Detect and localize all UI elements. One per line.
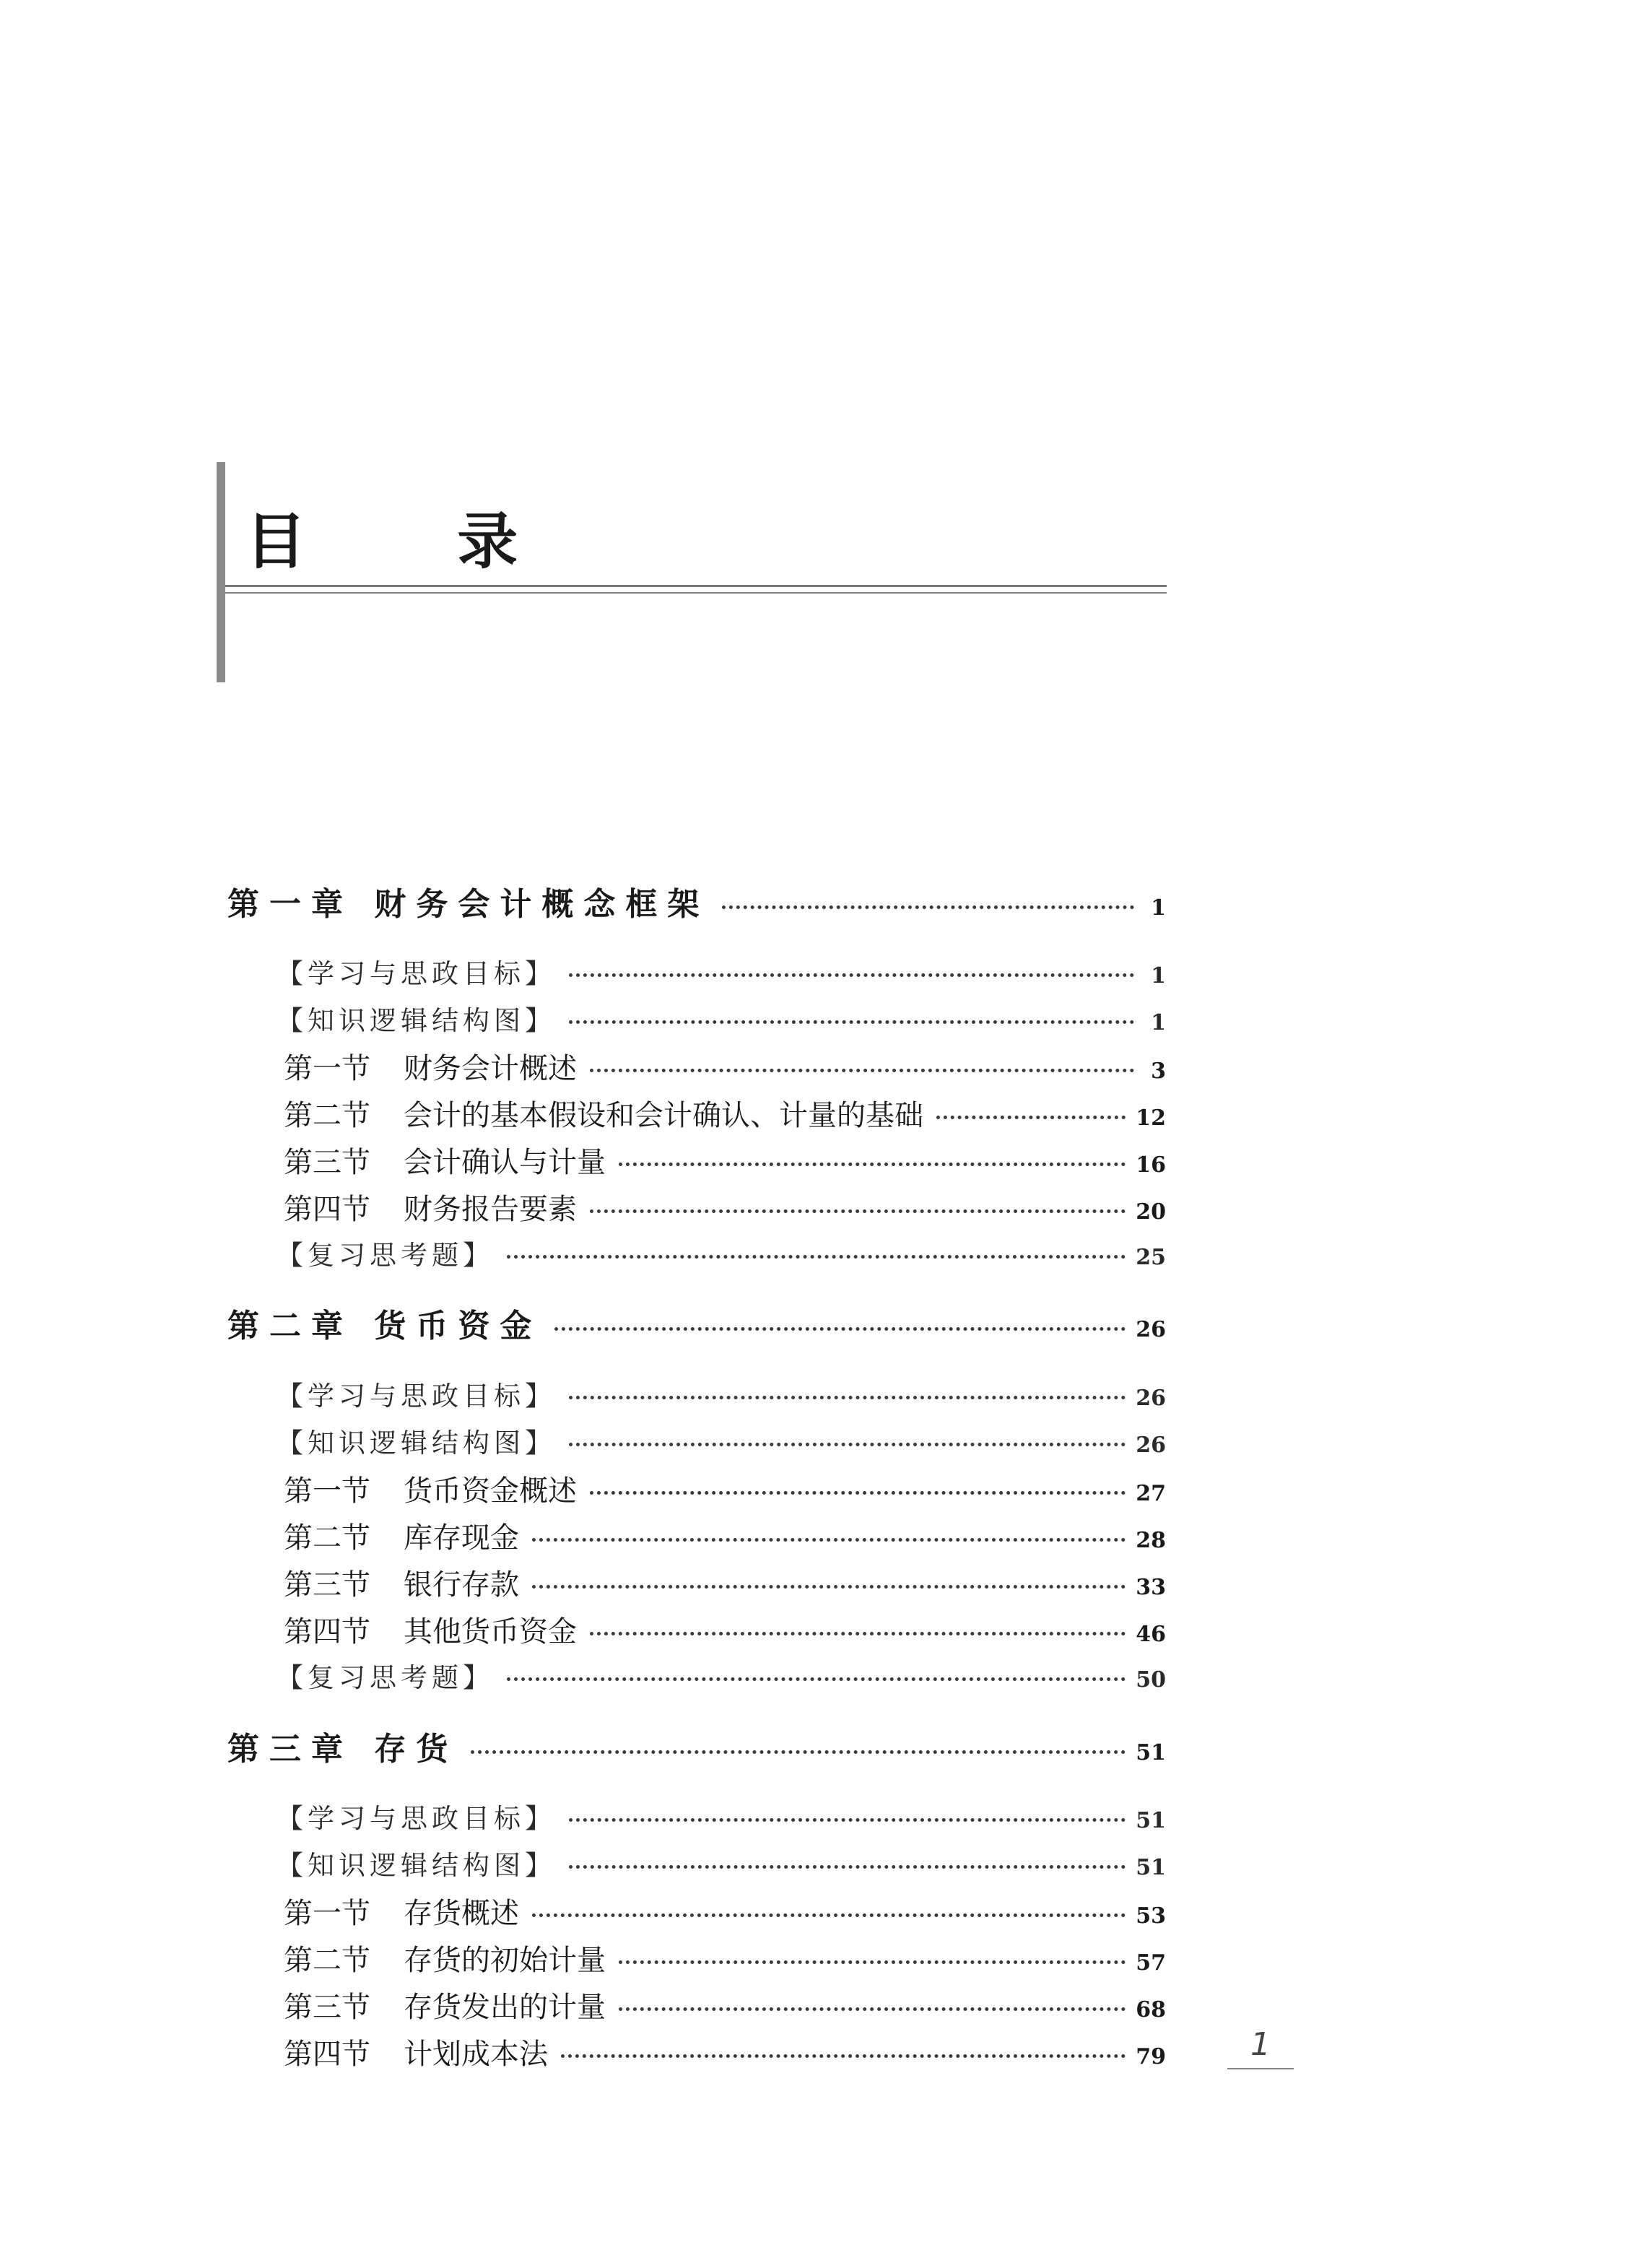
toc-section-1-2[interactable]: [284, 1092, 1166, 1134]
dot-leader: [619, 1960, 1126, 1964]
toc-section-title: 财务会计概述: [404, 1052, 577, 1085]
toc-section-1-1[interactable]: [284, 1046, 1166, 1087]
dot-leader: [507, 1677, 1126, 1681]
toc-page-number: 33: [1136, 1575, 1166, 1600]
toc-section-title: 库存现金: [404, 1521, 519, 1555]
dot-leader: [569, 1020, 1134, 1024]
toc-section-title: 财务报告要素: [404, 1193, 577, 1226]
toc-item-label: 【复习思考题】: [277, 1662, 494, 1693]
dot-leader: [471, 1750, 1126, 1754]
toc-section-3-2[interactable]: [284, 1937, 1166, 1978]
toc-section-number: 第二节: [284, 1099, 370, 1132]
toc-item-ch1-objectives[interactable]: [277, 952, 1166, 991]
toc-page-number: 79: [1136, 2044, 1166, 2069]
dot-leader: [619, 2007, 1126, 2011]
toc-page-number: 12: [1136, 1105, 1166, 1131]
toc-section-title: 存货发出的计量: [404, 1991, 606, 2024]
toc-page-number: 68: [1136, 1997, 1166, 2022]
toc-item-label: 【知识逻辑结构图】: [277, 1005, 556, 1036]
dot-leader: [507, 1255, 1126, 1259]
toc-item-label: 【学习与思政目标】: [277, 1381, 556, 1412]
toc-section-number: 第二节: [284, 1521, 370, 1555]
toc-page-number: 51: [1136, 1855, 1166, 1880]
toc-item-label: 【学习与思政目标】: [277, 958, 556, 989]
toc-section-title: 会计确认与计量: [404, 1146, 606, 1179]
dot-leader: [554, 1327, 1126, 1331]
toc-page-number: 27: [1136, 1481, 1166, 1506]
dot-leader: [569, 1396, 1126, 1399]
toc-item-ch1-structure-map[interactable]: [277, 999, 1166, 1038]
toc-section-2-2[interactable]: [284, 1515, 1166, 1556]
dot-leader: [561, 2054, 1126, 2058]
toc-page-number: 1: [1151, 895, 1166, 921]
toc-chapter-label: 第三章 存货: [227, 1731, 458, 1768]
toc-item-label: 【知识逻辑结构图】: [277, 1428, 556, 1459]
toc-section-title: 存货概述: [404, 1897, 519, 1930]
toc-page-number: 26: [1136, 1317, 1166, 1342]
toc-chapter-2[interactable]: [227, 1300, 1166, 1346]
toc-page-number: 50: [1136, 1667, 1166, 1693]
toc-page-number: 46: [1136, 1622, 1166, 1647]
toc-page-number: 53: [1136, 1903, 1166, 1929]
toc-page-number: 28: [1136, 1528, 1166, 1553]
toc-page-number: 3: [1151, 1059, 1166, 1084]
page-number-rule: [1227, 2068, 1294, 2069]
toc-section-number: 第三节: [284, 1146, 370, 1179]
toc-page-number: 20: [1136, 1199, 1166, 1225]
toc-section-3-1[interactable]: [284, 1890, 1166, 1932]
toc-section-number: 第二节: [284, 1944, 370, 1977]
toc-section-number: 第四节: [284, 1193, 370, 1226]
toc-section-number: 第一节: [284, 1474, 370, 1508]
toc-section-title: 其他货币资金: [404, 1615, 577, 1648]
toc-section-number: 第四节: [284, 2038, 370, 2071]
toc-chapter-label: 第一章 财务会计概念框架: [227, 886, 710, 923]
toc-section-2-3[interactable]: [284, 1562, 1166, 1603]
toc-section-number: 第四节: [284, 1615, 370, 1648]
page-number: 1: [1250, 2026, 1271, 2063]
toc-section-2-1[interactable]: [284, 1468, 1166, 1509]
dot-leader: [569, 1443, 1126, 1446]
toc-section-title: 存货的初始计量: [404, 1944, 606, 1977]
toc-page-number: 26: [1136, 1433, 1166, 1458]
dot-leader: [936, 1116, 1126, 1119]
toc-section-title: 会计的基本假设和会计确认、计量的基础: [404, 1099, 923, 1132]
toc-chapter-3[interactable]: [227, 1723, 1166, 1769]
toc-item-label: 【学习与思政目标】: [277, 1803, 556, 1834]
toc-section-3-4[interactable]: [284, 2031, 1166, 2072]
toc-page-number: 51: [1136, 1808, 1166, 1833]
toc-page-number: 16: [1136, 1152, 1166, 1178]
toc-section-number: 第一节: [284, 1052, 370, 1085]
toc-section-number: 第三节: [284, 1991, 370, 2024]
toc-section-title: 计划成本法: [404, 2038, 548, 2071]
toc-section-title: 银行存款: [404, 1568, 519, 1602]
toc-item-ch2-objectives[interactable]: [277, 1374, 1166, 1413]
toc-page-number: 1: [1151, 1010, 1166, 1035]
dot-leader: [619, 1163, 1126, 1166]
toc-section-1-4[interactable]: [284, 1186, 1166, 1228]
dot-leader: [722, 905, 1134, 909]
toc-section-number: 第三节: [284, 1568, 370, 1602]
dot-leader: [569, 1818, 1126, 1822]
dot-leader: [590, 1491, 1126, 1495]
toc-section-1-3[interactable]: [284, 1139, 1166, 1181]
toc-item-label: 【知识逻辑结构图】: [277, 1850, 556, 1881]
dot-leader: [532, 1913, 1126, 1917]
toc-section-title: 货币资金概述: [404, 1474, 577, 1508]
toc-chapter-1[interactable]: [227, 878, 1166, 924]
toc-page-number: 25: [1136, 1245, 1166, 1270]
toc-page-number: 1: [1151, 963, 1166, 989]
page-title: 目 录: [245, 506, 583, 577]
dot-leader: [590, 1632, 1126, 1635]
toc-section-2-4[interactable]: [284, 1609, 1166, 1650]
dot-leader: [532, 1538, 1126, 1542]
dot-leader: [569, 1865, 1126, 1869]
toc-item-ch2-review-questions[interactable]: [277, 1656, 1166, 1695]
dot-leader: [532, 1585, 1126, 1589]
toc-page-number: 57: [1136, 1950, 1166, 1976]
toc-section-3-3[interactable]: [284, 1984, 1166, 2025]
toc-page-number: 51: [1136, 1740, 1166, 1765]
dot-leader: [590, 1069, 1134, 1072]
toc-section-number: 第一节: [284, 1897, 370, 1930]
toc-item-ch3-objectives[interactable]: [277, 1796, 1166, 1835]
toc-page-number: 26: [1136, 1386, 1166, 1411]
toc-item-ch2-structure-map[interactable]: [277, 1421, 1166, 1460]
toc-item-ch3-structure-map[interactable]: [277, 1843, 1166, 1882]
toc-item-ch1-review-questions[interactable]: [277, 1233, 1166, 1272]
dot-leader: [569, 973, 1134, 977]
dot-leader: [590, 1209, 1126, 1213]
toc-item-label: 【复习思考题】: [277, 1240, 494, 1271]
toc-chapter-label: 第二章 货币资金: [227, 1308, 542, 1344]
